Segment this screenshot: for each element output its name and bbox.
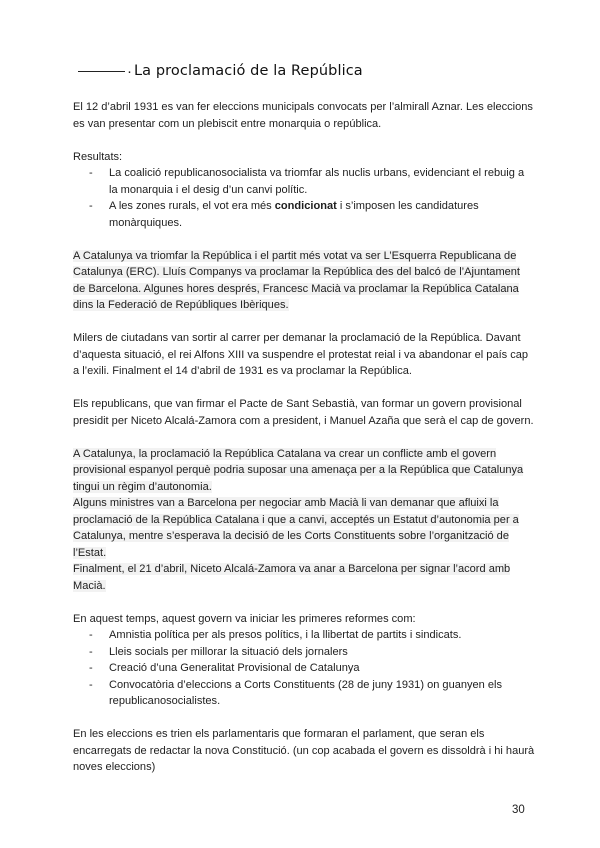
paragraph-catalunya-result: A Catalunya va triomfar la República i el partit més votat va ser L’Esquerra Republicana de Catalunya (ERC). Lluís Companys va proclamar la República des del balcó de l’Ajuntament de Barcelona. Algunes hores després, Francesc Macià va proclamar la República Catalana dins la Federació de Repúbliques Ibèriques. bbox=[73, 249, 521, 311]
list-item: - A les zones rurals, el vot era més condicionat i s’imposen les candidatures monàrquiques. bbox=[73, 198, 535, 231]
results-label: Resultats: bbox=[73, 150, 123, 163]
paragraph-proclamation: Milers de ciutadans van sortir al carrer per demanar la proclamació de la República. Davant d’aquesta situació, el rei Alfons XIII va suspendre el protestat reial i va abandonar el país cap a l’exili. Finalment el 14 d’abril de 1931 es va proclamar la República. bbox=[73, 332, 529, 377]
page-number: 30 bbox=[512, 804, 525, 816]
document-body bbox=[73, 99, 535, 776]
heading-bullet: · bbox=[127, 62, 132, 80]
bold-term: condicionat bbox=[274, 200, 337, 212]
section-heading bbox=[78, 60, 363, 82]
paragraph-negotiation: Alguns ministres van a Barcelona per negociar amb Macià li van demanar que afluixi la proclamació de la República Catalana i que a canvi, acceptés un Estatut d’autonomia per a Catalunya, mentre s’esperava la decisió de les Corts Constituents sobre l’organització de l’Estat. bbox=[73, 497, 519, 559]
list-item: - Convocatòria d’eleccions a Corts Constituents (28 de juny 1931) on guanyen els republicanosocialistes. bbox=[73, 677, 535, 710]
page-title: La proclamació de la República bbox=[134, 63, 363, 79]
list-item: - Lleis socials per millorar la situació dels jornalers bbox=[73, 644, 535, 661]
paragraph-provisional-government: Els republicans, que van firmar el Pacte de Sant Sebastià, van formar un govern provisional presidit per Niceto Alcalá-Zamora com a president, i Manuel Azaña que serà el cap de govern. bbox=[73, 398, 534, 427]
paragraph-conflict: A Catalunya, la proclamació la República Catalana va crear un conflicte amb el govern provisional espanyol perquè podria suposar una amenaça per a la República que Catalunya tingui un règim d’autonomia. bbox=[73, 447, 524, 493]
heading-rule bbox=[78, 71, 125, 72]
list-item: - La coalició republicanosocialista va triomfar als nuclis urbans, evidenciant el rebuig a la monarquia i el desig d’un canvi polític. bbox=[73, 165, 535, 198]
reforms-list bbox=[73, 627, 535, 710]
list-item: - Amnistia política per als presos polítics, i la llibertat de partits i sindicats. bbox=[73, 627, 535, 644]
results-list bbox=[73, 165, 535, 231]
list-item: - Creació d’una Generalitat Provisional de Catalunya bbox=[73, 660, 535, 677]
paragraph-elections: El 12 d’abril 1931 es van fer eleccions municipals convocats per l’almirall Aznar. Les eleccions es van presentar com un plebiscit entre monarquia o república. bbox=[73, 101, 533, 130]
paragraph-reforms-intro: En aquest temps, aquest govern va iniciar les primeres reformes com: bbox=[73, 612, 416, 625]
paragraph-constituent-elections: En les eleccions es trien els parlamentaris que formaran el parlament, que seran els encarregats de redactar la nova Constitució. (un cop acabada el govern es dissoldrà i hi haurà noves eleccions) bbox=[73, 728, 535, 773]
paragraph-agreement: Finalment, el 21 d’abril, Niceto Alcalá-Zamora va anar a Barcelona per signar l’acord amb Macià. bbox=[73, 563, 511, 592]
